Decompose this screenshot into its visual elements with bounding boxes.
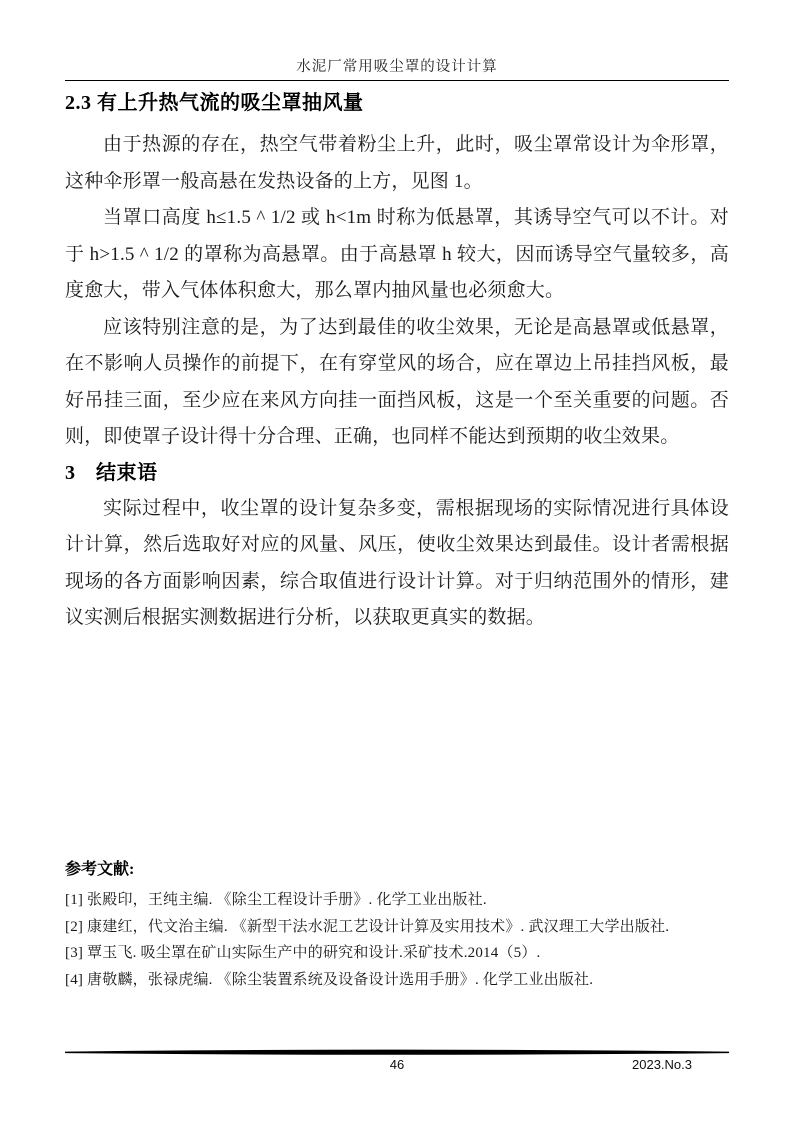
body-paragraph: 由于热源的存在，热空气带着粉尘上升，此时，吸尘罩常设计为伞形罩，这种伞形罩一般高悬在发热设备的上方，见图 1。 xyxy=(65,134,729,192)
running-head: 水泥厂常用吸尘罩的设计计算 xyxy=(296,59,498,75)
references-heading: 参考文献: xyxy=(65,861,135,878)
references-section xyxy=(65,859,729,993)
body-paragraph: 实际过程中，收尘罩的设计复杂多变，需根据现场的实际情况进行具体设计计算，然后选取好对应的风量、风压，使收尘效果达到最佳。设计者需根据现场的各方面影响因素，综合取值进行设计计算。对于归纳范围外的情形，建议实测后根据实测数据进行分析，以获取更真实的数据。 xyxy=(65,497,729,628)
reference-item: [2] 康建红，代文治主编. 《新型干法水泥工艺设计计算及实用技术》. 武汉理工大学出版社. xyxy=(65,918,670,935)
section-heading-2-3: 2.3 有上升热气流的吸尘罩抽风量 xyxy=(65,92,364,114)
body-paragraph: 应该特别注意的是，为了达到最佳的收尘效果，无论是高悬罩或低悬罩，在不影响人员操作的前提下，在有穿堂风的场合，应在罩边上吊挂挡风板，最好吊挂三面，至少应在来风方向挂一面挡风板，这是一个至关重要的问题。否则，即使罩子设计得十分合理、正确，也同样不能达到预期的收尘效果。 xyxy=(65,316,729,447)
footer-divider xyxy=(65,1049,729,1056)
reference-item: [4] 唐敬麟，张禄虎编. 《除尘装置系统及设备设计选用手册》. 化学工业出版社. xyxy=(65,971,594,988)
page-number: 46 xyxy=(389,1057,405,1072)
reference-item: [3] 覃玉飞. 吸尘罩在矿山实际生产中的研究和设计.采矿技术.2014（5）. xyxy=(65,945,541,961)
page-footer xyxy=(65,1056,729,1073)
issue-label: 2023.No.3 xyxy=(632,1057,692,1072)
page-content xyxy=(65,0,729,637)
section-heading-3: 3 结束语 xyxy=(65,461,158,484)
reference-item: [1] 张殿印，王纯主编. 《除尘工程设计手册》. 化学工业出版社. xyxy=(65,892,487,908)
body-paragraph: 当罩口高度 h≤1.5 ^ 1/2 或 h<1m 时称为低悬罩，其诱导空气可以不计。对于 h>1.5 ^ 1/2 的罩称为高悬罩。由于高悬罩 h 较大，因而诱导空气量较多，高度愈大，带入气体体积愈大，那么罩内抽风量也必须愈大。 xyxy=(65,207,729,301)
header-divider xyxy=(65,80,729,81)
